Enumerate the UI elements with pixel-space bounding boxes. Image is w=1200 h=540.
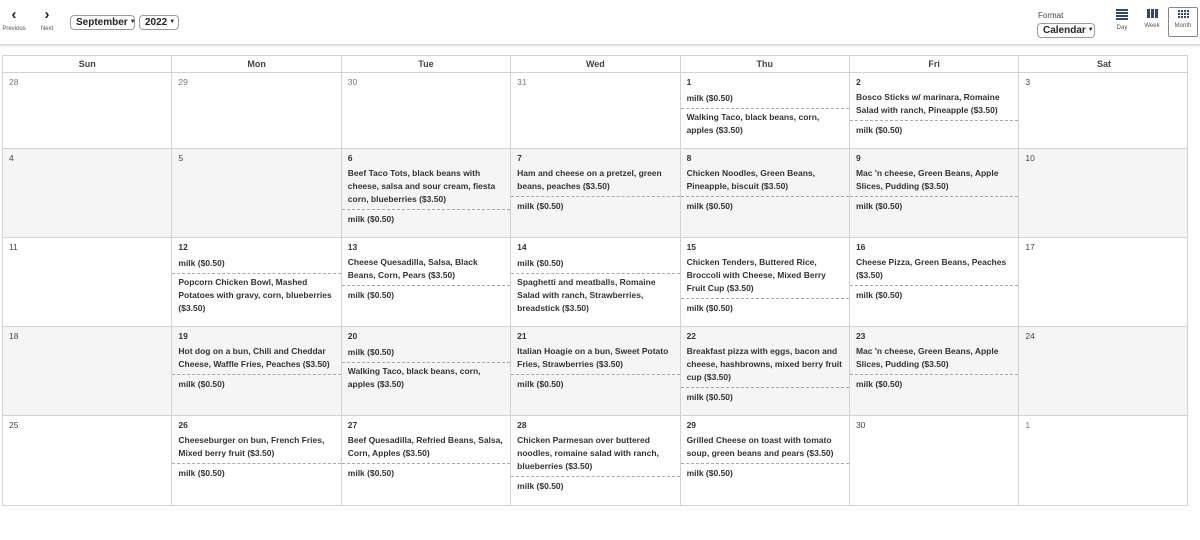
menu-item-lunch[interactable]: Cheeseburger on bun, French Fries, Mixed berry fruit ($3.50) <box>172 432 340 464</box>
calendar-day-cell[interactable] <box>681 327 850 415</box>
menu-item-lunch[interactable]: Bosco Sticks w/ marinara, Romaine Salad with ranch, Pineapple ($3.50) <box>850 89 1018 121</box>
previous-button[interactable] <box>0 8 29 32</box>
day-number: 4 <box>9 153 14 163</box>
day-number: 2 <box>855 77 861 87</box>
menu-item-lunch[interactable]: Breakfast pizza with eggs, bacon and cheese, hashbrowns, mixed berry fruit cup ($3.50) <box>681 343 849 388</box>
year-dropdown[interactable] <box>139 15 179 30</box>
chevron-right-icon: › <box>44 6 50 23</box>
day-number: 1 <box>1025 420 1031 430</box>
calendar-day-cell[interactable] <box>172 327 341 415</box>
calendar-day-cell[interactable] <box>342 73 511 148</box>
day-number: 18 <box>9 331 19 341</box>
calendar-day-cell[interactable] <box>342 238 511 326</box>
next-button[interactable] <box>32 8 62 32</box>
menu-item-milk[interactable]: milk ($0.50) <box>855 379 903 389</box>
menu-item-milk[interactable]: milk ($0.50) <box>855 290 903 300</box>
menu-item-milk[interactable]: milk ($0.50) <box>172 254 340 274</box>
day-number: 30 <box>347 77 358 87</box>
calendar-day-cell[interactable] <box>511 238 680 326</box>
month-calendar <box>2 55 1188 506</box>
week-view-icon <box>1138 9 1166 18</box>
day-number: 31 <box>517 77 527 87</box>
calendar-day-cell[interactable] <box>1019 238 1188 326</box>
calendar-day-cell[interactable] <box>3 416 172 506</box>
calendar-week-row <box>3 149 1187 238</box>
day-number: 7 <box>517 153 522 163</box>
day-number: 6 <box>347 153 353 163</box>
weekday-header-cell: Thu <box>681 56 850 72</box>
day-number: 30 <box>855 420 866 430</box>
day-number: 15 <box>686 242 697 252</box>
menu-item-milk[interactable]: milk ($0.50) <box>178 379 225 389</box>
menu-item-milk[interactable]: milk ($0.50) <box>342 343 510 363</box>
calendar-day-cell[interactable] <box>511 73 680 148</box>
month-view-button[interactable] <box>1168 7 1198 37</box>
calendar-day-cell[interactable] <box>3 238 172 326</box>
calendar-day-cell[interactable] <box>850 327 1019 415</box>
day-number: 1 <box>686 77 692 87</box>
calendar-day-cell[interactable] <box>681 238 850 326</box>
calendar-week-row <box>3 416 1187 506</box>
month-value: September <box>76 17 128 29</box>
menu-item-lunch[interactable]: Mac 'n cheese, Green Beans, Apple Slices, Pudding ($3.50) <box>850 343 1018 375</box>
calendar-day-cell[interactable] <box>511 416 680 506</box>
calendar-day-cell[interactable] <box>850 149 1019 237</box>
toolbar-divider <box>0 44 1200 48</box>
day-number: 11 <box>9 242 18 252</box>
day-number: 10 <box>1025 153 1035 163</box>
calendar-day-cell[interactable] <box>850 416 1019 506</box>
calendar-day-cell[interactable] <box>172 73 341 148</box>
calendar-day-cell[interactable] <box>1019 149 1188 237</box>
menu-item-milk[interactable]: milk ($0.50) <box>347 290 395 300</box>
day-number: 25 <box>9 420 19 430</box>
weekday-header-cell: Sat <box>1097 59 1112 69</box>
menu-item-lunch[interactable]: Cheese Quesadilla, Salsa, Black Beans, Corn, Pears ($3.50) <box>342 254 510 286</box>
menu-item-milk[interactable]: milk ($0.50) <box>517 379 564 389</box>
day-number: 28 <box>9 77 19 87</box>
menu-item-lunch[interactable]: Ham and cheese on a pretzel, green beans, peaches ($3.50) <box>511 165 679 197</box>
menu-item-milk[interactable]: milk ($0.50) <box>855 201 903 211</box>
calendar-day-cell[interactable] <box>172 149 341 237</box>
calendar-day-cell[interactable] <box>342 149 511 237</box>
day-view-button[interactable] <box>1108 9 1136 31</box>
format-dropdown[interactable] <box>1037 23 1095 38</box>
menu-item-lunch[interactable]: Italian Hoagie on a bun, Sweet Potato Fries, Strawberries ($3.50) <box>511 343 679 375</box>
calendar-day-cell[interactable] <box>342 416 511 506</box>
menu-item-milk[interactable]: milk ($0.50) <box>686 303 733 313</box>
menu-item-milk[interactable]: milk ($0.50) <box>347 214 395 224</box>
menu-item-lunch[interactable]: Walking Taco, black beans, corn, apples ($3.50) <box>686 112 820 135</box>
menu-item-milk[interactable]: milk ($0.50) <box>517 201 564 211</box>
weekday-header <box>3 56 1187 73</box>
day-view-icon <box>1108 9 1136 20</box>
calendar-day-cell[interactable] <box>172 416 341 506</box>
menu-item-lunch[interactable]: Walking Taco, black beans, corn, apples ($3.50) <box>347 366 481 389</box>
day-number: 9 <box>855 153 861 163</box>
previous-label: Previous <box>2 26 26 32</box>
day-number: 22 <box>686 331 697 341</box>
menu-item-lunch[interactable]: Chicken Parmesan over buttered noodles, romaine salad with ranch, blueberries ($3.50) <box>511 432 679 477</box>
day-number: 3 <box>1025 77 1031 87</box>
day-number: 17 <box>1025 242 1035 252</box>
menu-item-milk[interactable]: milk ($0.50) <box>347 468 395 478</box>
calendar-day-cell[interactable] <box>681 416 850 506</box>
calendar-week-row <box>3 238 1187 327</box>
format-value: Calendar <box>1043 25 1086 37</box>
month-view-icon <box>1169 10 1197 18</box>
day-number: 5 <box>178 153 184 163</box>
day-number: 8 <box>686 153 692 163</box>
menu-item-milk[interactable]: milk ($0.50) <box>178 468 225 478</box>
day-number: 26 <box>178 420 188 430</box>
calendar-day-cell[interactable] <box>511 327 680 415</box>
day-number: 23 <box>855 331 866 341</box>
calendar-day-cell[interactable] <box>850 73 1019 148</box>
day-number: 16 <box>855 242 866 252</box>
menu-item-lunch[interactable]: Chicken Tenders, Buttered Rice, Broccoli with Cheese, Mixed Berry Fruit Cup ($3.50) <box>681 254 849 299</box>
menu-item-milk[interactable]: milk ($0.50) <box>686 201 733 211</box>
menu-item-lunch[interactable]: Mac 'n cheese, Green Beans, Apple Slices, Pudding ($3.50) <box>850 165 1018 197</box>
weekday-header-cell: Fri <box>850 56 1019 72</box>
menu-item-lunch[interactable]: Hot dog on a bun, Chili and Cheddar Cheese, Waffle Fries, Peaches ($3.50) <box>172 343 340 375</box>
calendar-day-cell[interactable] <box>1019 73 1188 148</box>
weekday-header-cell: Sun <box>3 56 172 72</box>
day-number: 28 <box>517 420 527 430</box>
menu-item-lunch[interactable]: Cheese Pizza, Green Beans, Peaches ($3.50) <box>850 254 1018 286</box>
menu-item-milk[interactable]: milk ($0.50) <box>517 481 564 491</box>
day-view-label: Day <box>1116 25 1128 31</box>
calendar-day-cell[interactable] <box>342 327 511 415</box>
day-number: 13 <box>347 242 358 252</box>
calendar-day-cell[interactable] <box>3 149 172 237</box>
caret-down-icon: ▼ <box>129 19 136 25</box>
day-number: 29 <box>178 77 188 87</box>
calendar-day-cell[interactable] <box>172 238 341 326</box>
calendar-day-cell[interactable] <box>681 73 850 148</box>
menu-item-milk[interactable]: milk ($0.50) <box>686 468 733 478</box>
calendar-day-cell[interactable] <box>1019 416 1188 506</box>
menu-item-milk[interactable]: milk ($0.50) <box>686 392 733 402</box>
weekday-header-cell: Tue <box>342 56 511 72</box>
calendar-day-cell[interactable] <box>850 238 1019 326</box>
day-number: 20 <box>347 331 358 341</box>
caret-down-icon: ▼ <box>1087 27 1094 33</box>
weekday-header-cell: Wed <box>511 56 680 72</box>
menu-item-lunch[interactable]: Beef Taco Tots, black beans with cheese, salsa and sour cream, fiesta corn, blueberries ($3.50) <box>342 165 510 210</box>
week-view-label: Week <box>1144 23 1160 29</box>
chevron-left-icon: ‹ <box>11 6 17 23</box>
format-label: Format <box>1038 11 1064 20</box>
calendar-day-cell[interactable] <box>511 149 680 237</box>
menu-item-lunch[interactable]: Chicken Noodles, Green Beans, Pineapple, biscuit ($3.50) <box>681 165 849 197</box>
calendar-toolbar <box>0 0 1200 44</box>
month-dropdown[interactable] <box>70 15 135 30</box>
calendar-day-cell[interactable] <box>3 73 172 148</box>
day-number: 19 <box>178 331 188 341</box>
menu-item-lunch[interactable]: Spaghetti and meatballs, Romaine Salad with ranch, Strawberries, breadstick ($3.50) <box>517 277 656 313</box>
next-label: Next <box>40 26 54 32</box>
month-view-label: Month <box>1174 23 1192 29</box>
caret-down-icon: ▼ <box>169 19 176 25</box>
menu-item-milk[interactable]: milk ($0.50) <box>511 254 679 274</box>
calendar-week-row <box>3 73 1187 149</box>
calendar-week-row <box>3 327 1187 416</box>
menu-item-lunch[interactable]: Grilled Cheese on toast with tomato soup, green beans and pears ($3.50) <box>681 432 849 464</box>
week-view-button[interactable] <box>1138 9 1166 29</box>
day-number: 29 <box>686 420 697 430</box>
day-number: 27 <box>347 420 358 430</box>
weekday-header-cell: Mon <box>172 56 341 72</box>
year-value: 2022 <box>145 17 168 29</box>
menu-item-milk[interactable]: milk ($0.50) <box>681 89 849 109</box>
day-number: 14 <box>517 242 527 252</box>
day-number: 24 <box>1025 331 1035 341</box>
menu-item-milk[interactable]: milk ($0.50) <box>855 125 903 135</box>
menu-item-lunch[interactable]: Popcorn Chicken Bowl, Mashed Potatoes with gravy, corn, blueberries ($3.50) <box>178 277 332 313</box>
calendar-day-cell[interactable] <box>3 327 172 415</box>
day-number: 21 <box>517 331 527 341</box>
day-number: 12 <box>178 242 188 252</box>
calendar-day-cell[interactable] <box>681 149 850 237</box>
menu-item-lunch[interactable]: Beef Quesadilla, Refried Beans, Salsa, Corn, Apples ($3.50) <box>342 432 510 464</box>
calendar-day-cell[interactable] <box>1019 327 1188 415</box>
